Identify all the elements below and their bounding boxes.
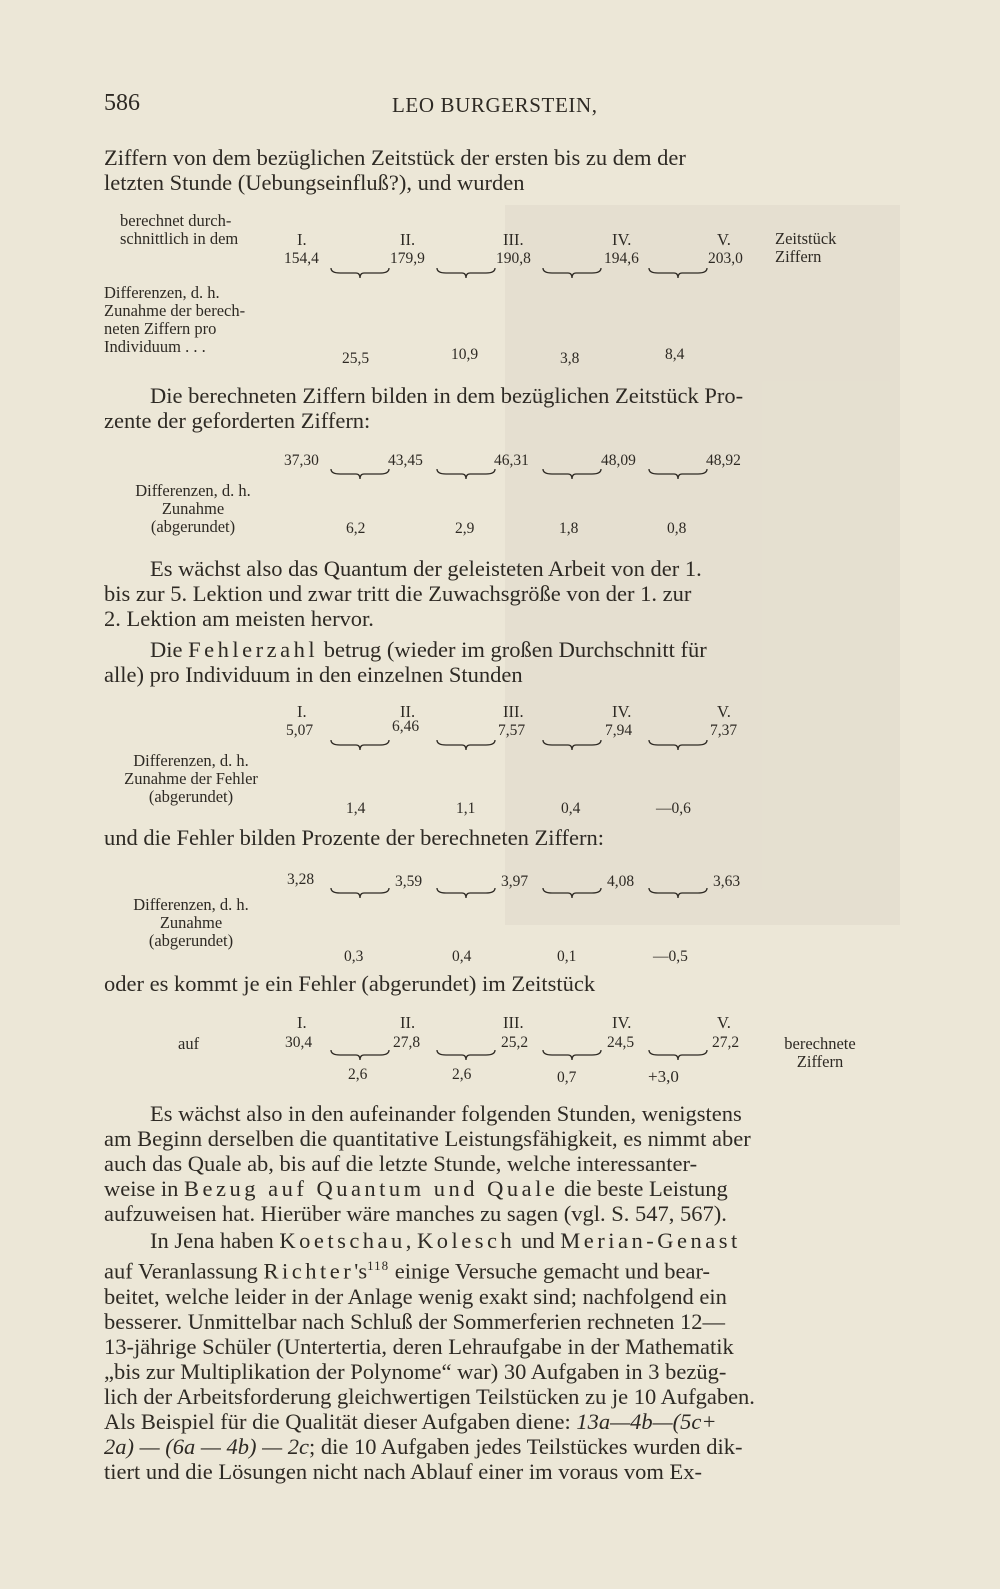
value-cell: 43,45: [388, 452, 423, 469]
value-cell: 194,6: [604, 250, 639, 267]
value-cell: 7,37: [710, 722, 738, 739]
text-line: „bis zur Multiplikation der Polynome“ war) 30 Aufgaben in 3 bezüg-: [104, 1358, 727, 1384]
text-line: Es wächst also in den aufeinander folgenden Stunden, wenigstens: [150, 1101, 742, 1126]
text-line: weise in Bezug auf Quantum und Quale die beste Leistung: [104, 1176, 728, 1201]
difference-brace: [330, 266, 390, 280]
period-label: I.: [297, 230, 307, 249]
period-label: V.: [717, 1013, 731, 1032]
value-cell: 24,5: [607, 1034, 635, 1051]
text-line: Die Fehlerzahl betrug (wieder im großen Durchschnitt für: [150, 637, 707, 662]
value-cell: 30,4: [285, 1034, 313, 1051]
value-cell: 3,63: [713, 873, 741, 890]
paragraph-percent: [104, 383, 904, 433]
difference-cell: 0,1: [557, 948, 577, 965]
paragraph-one-error: [104, 971, 904, 996]
text-line: Die berechneten Ziffern bilden in dem bezüglichen Zeitstück Pro-: [150, 383, 744, 408]
text-line: 2. Lektion am meisten hervor.: [104, 606, 374, 631]
row-prefix: auf: [178, 1034, 200, 1053]
period-label: I.: [297, 702, 307, 721]
difference-cell: 0,4: [561, 800, 581, 817]
value-cell: 179,9: [390, 250, 425, 267]
value-cell: 7,57: [498, 722, 526, 739]
period-label: III.: [503, 1013, 524, 1032]
value-cell: 25,2: [501, 1034, 529, 1051]
text-line: zente der geforderten Ziffern:: [104, 408, 371, 433]
text-line: besserer. Unmittelbar nach Schluß der Sommerferien rechneten 12—: [104, 1308, 726, 1334]
difference-cell: 0,4: [452, 948, 472, 965]
text-line: Als Beispiel für die Qualität dieser Aufgaben diene: 13a—4b—(5c+: [104, 1408, 717, 1434]
difference-cell: 6,2: [346, 520, 366, 537]
value-cell: 190,8: [496, 250, 531, 267]
period-label: IV.: [612, 230, 632, 249]
difference-brace: [542, 886, 602, 900]
page-number: 586: [104, 90, 140, 116]
difference-brace: [648, 467, 708, 481]
difference-cell: 1,4: [346, 800, 366, 817]
difference-brace: [436, 467, 496, 481]
period-label: V.: [717, 702, 731, 721]
value-cell: 4,08: [607, 873, 635, 890]
difference-brace: [436, 266, 496, 280]
value-cell: 5,07: [286, 722, 314, 739]
text-line: Es wächst also das Quantum der geleisteten Arbeit von der 1.: [150, 556, 702, 581]
difference-brace: [648, 266, 708, 280]
text-line: beitet, welche leider in der Anlage wenig exakt sind; nachfolgend ein: [104, 1283, 727, 1309]
difference-brace: [648, 1048, 708, 1062]
value-cell: 3,97: [501, 873, 529, 890]
period-label: I.: [297, 1013, 307, 1032]
text-line: tiert und die Lösungen nicht nach Ablauf einer im voraus vom Ex-: [104, 1458, 702, 1484]
difference-brace: [436, 1048, 496, 1062]
period-label: IV.: [612, 702, 632, 721]
difference-cell: 1,8: [559, 520, 579, 537]
text-line: alle) pro Individuum in den einzelnen Stunden: [104, 662, 523, 687]
text-line: 2a) — (6a — 4b) — 2c; die 10 Aufgaben jedes Teilstückes wurden dik-: [104, 1433, 743, 1459]
row-label: Differenzen, d. h. Zunahme der Fehler (abgerundet): [124, 751, 258, 806]
difference-cell: 2,6: [452, 1066, 472, 1083]
paragraph-conclusion: [104, 1101, 904, 1226]
difference-cell: 3,8: [560, 350, 580, 367]
row-label: berechnet durch- schnittlich in dem: [120, 211, 239, 248]
text-line: und die Fehler bilden Prozente der berechneten Ziffern:: [104, 825, 605, 850]
running-title: LEO BURGERSTEIN,: [392, 93, 598, 117]
value-cell: 3,28: [287, 871, 315, 888]
row-label: Differenzen, d. h. Zunahme (abgerundet): [133, 895, 249, 950]
difference-cell: 0,8: [667, 520, 687, 537]
formula: 13a—4b—(5c+: [576, 1408, 717, 1434]
value-cell: 48,92: [706, 452, 741, 469]
period-label: II.: [400, 702, 416, 721]
value-cell: 27,8: [393, 1034, 421, 1051]
difference-brace: [542, 1048, 602, 1062]
text-line: lich der Arbeitsforderung gleichwertigen Teilstücken zu je 10 Aufgaben.: [104, 1383, 755, 1409]
period-label: V.: [717, 230, 731, 249]
period-label: II.: [400, 230, 416, 249]
difference-cell: 1,1: [456, 800, 476, 817]
paragraph-growth: [104, 556, 904, 631]
text-line: 13-jährige Schüler (Untertertia, deren Lehraufgabe in der Mathematik: [104, 1333, 734, 1359]
paragraph-jena: [104, 1228, 904, 1484]
value-cell: 37,30: [284, 452, 319, 469]
formula: 2a) — (6a — 4b) — 2c: [104, 1433, 309, 1459]
value-cell: 46,31: [494, 452, 529, 469]
period-label: IV.: [612, 1013, 632, 1032]
period-label: III.: [503, 702, 524, 721]
paragraph-error-count: [104, 637, 904, 687]
difference-brace: [330, 1048, 390, 1062]
difference-cell: —0,6: [656, 800, 691, 817]
difference-brace: [436, 738, 496, 752]
difference-brace: [436, 886, 496, 900]
difference-cell: +3,0: [648, 1067, 679, 1086]
text-line: Ziffern von dem bezüglichen Zeitstück der ersten bis zu dem der: [104, 145, 686, 170]
value-cell: 203,0: [708, 250, 743, 267]
difference-cell: 8,4: [665, 346, 685, 363]
difference-cell: 2,6: [348, 1066, 368, 1083]
difference-brace: [648, 738, 708, 752]
text-line: bis zur 5. Lektion und zwar tritt die Zuwachsgröße von der 1. zur: [104, 581, 692, 606]
value-cell: 6,46: [392, 718, 420, 735]
value-cell: 48,09: [601, 452, 636, 469]
footnote-ref: 118: [367, 1258, 390, 1273]
column-unit-label: Zeitstück Ziffern: [775, 229, 837, 266]
value-cell: 154,4: [284, 250, 319, 267]
difference-brace: [542, 266, 602, 280]
text-line: auf Veranlassung $Richter's^{118}$ einige Versuche gemacht und bear-: [104, 1258, 711, 1284]
difference-brace: [542, 738, 602, 752]
difference-cell: 10,9: [451, 346, 479, 363]
difference-brace: [330, 886, 390, 900]
value-cell: 7,94: [605, 722, 633, 739]
difference-cell: —0,5: [653, 948, 688, 965]
difference-cell: 25,5: [342, 350, 370, 367]
difference-brace: [648, 886, 708, 900]
row-label: Differenzen, d. h. Zunahme (abgerundet): [135, 481, 251, 536]
difference-brace: [542, 467, 602, 481]
difference-brace: [330, 467, 390, 481]
period-label: III.: [503, 230, 524, 249]
difference-cell: 2,9: [455, 520, 475, 537]
column-unit-label: berechnete Ziffern: [784, 1034, 856, 1071]
difference-brace: [330, 738, 390, 752]
text-line: letzten Stunde (Uebungseinfluß?), und wurden: [104, 170, 525, 195]
paragraph-error-percent: [104, 825, 904, 850]
text-line: In Jena haben Koetschau, Kolesch und Merian-Genast: [150, 1228, 741, 1253]
text-line: am Beginn derselben die quantitative Leistungsfähigkeit, es nimmt aber: [104, 1126, 751, 1151]
period-label: II.: [400, 1013, 416, 1032]
value-cell: 27,2: [712, 1034, 740, 1051]
paragraph-intro: [104, 145, 904, 195]
text-line: aufzuweisen hat. Hierüber wäre manches zu sagen (vgl. S. 547, 567).: [104, 1201, 727, 1226]
text-line: oder es kommt je ein Fehler (abgerundet) im Zeitstück: [104, 971, 596, 996]
difference-cell: 0,3: [344, 948, 364, 965]
text-line: auch das Quale ab, bis auf die letzte Stunde, welche interessanter-: [104, 1151, 698, 1176]
difference-cell: 0,7: [557, 1069, 577, 1086]
value-cell: 3,59: [395, 873, 423, 890]
row-label: Differenzen, d. h. Zunahme der berech- neten Ziffern pro Individuum . . .: [104, 283, 246, 356]
